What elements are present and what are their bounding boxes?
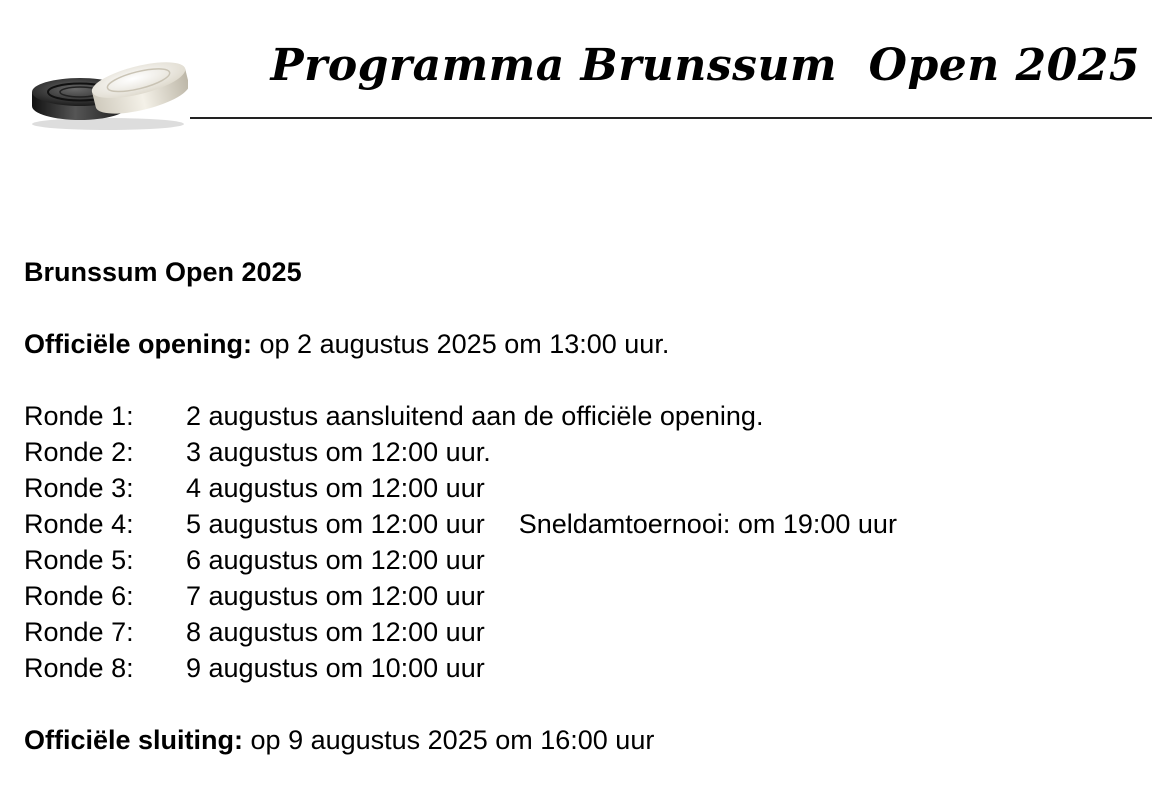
ronde-text: 4 augustus om 12:00 uur <box>186 473 485 503</box>
program-content <box>24 254 897 758</box>
ronde-row <box>24 434 897 470</box>
ronde-text: 7 augustus om 12:00 uur <box>186 581 485 611</box>
opening-text: op 2 augustus 2025 om 13:00 uur. <box>252 329 670 359</box>
ronde-row <box>24 470 897 506</box>
ronde-text: 9 augustus om 10:00 uur <box>186 653 485 683</box>
ronde-label: Ronde 4: <box>24 509 134 539</box>
ronde-text: 8 augustus om 12:00 uur <box>186 617 485 647</box>
ronde-label: Ronde 3: <box>24 473 134 503</box>
tournament-heading: Brunssum Open 2025 <box>24 257 302 287</box>
ronde-row <box>24 650 897 686</box>
ronde-row <box>24 614 897 650</box>
ronde-row <box>24 578 897 614</box>
opening-line <box>24 326 897 362</box>
ronde-label: Ronde 1: <box>24 401 134 431</box>
closing-text: op 9 augustus 2025 om 16:00 uur <box>243 725 655 755</box>
ronde-text: 6 augustus om 12:00 uur <box>186 545 485 575</box>
ronde-row <box>24 398 897 434</box>
header-divider <box>190 117 1152 119</box>
sneldam-note: Sneldamtoernooi: om 19:00 uur <box>518 509 897 539</box>
ronde-row <box>24 542 897 578</box>
ronde-label: Ronde 7: <box>24 617 134 647</box>
checkers-pieces-icon <box>28 50 188 132</box>
opening-label: Officiële opening: <box>24 329 253 359</box>
ronde-label: Ronde 6: <box>24 581 134 611</box>
ronde-row <box>24 506 897 542</box>
ronde-label: Ronde 2: <box>24 437 134 467</box>
ronde-text: 3 augustus om 12:00 uur. <box>186 437 491 467</box>
ronde-label: Ronde 8: <box>24 653 134 683</box>
closing-line <box>24 722 897 758</box>
ronde-text: 5 augustus om 12:00 uur <box>186 509 485 539</box>
ronde-text: 2 augustus aansluitend aan de officiële opening. <box>186 401 764 431</box>
closing-label: Officiële sluiting: <box>24 725 244 755</box>
page-title: Programma Brunssum Open 2025 <box>270 40 1140 91</box>
ronde-label: Ronde 5: <box>24 545 134 575</box>
